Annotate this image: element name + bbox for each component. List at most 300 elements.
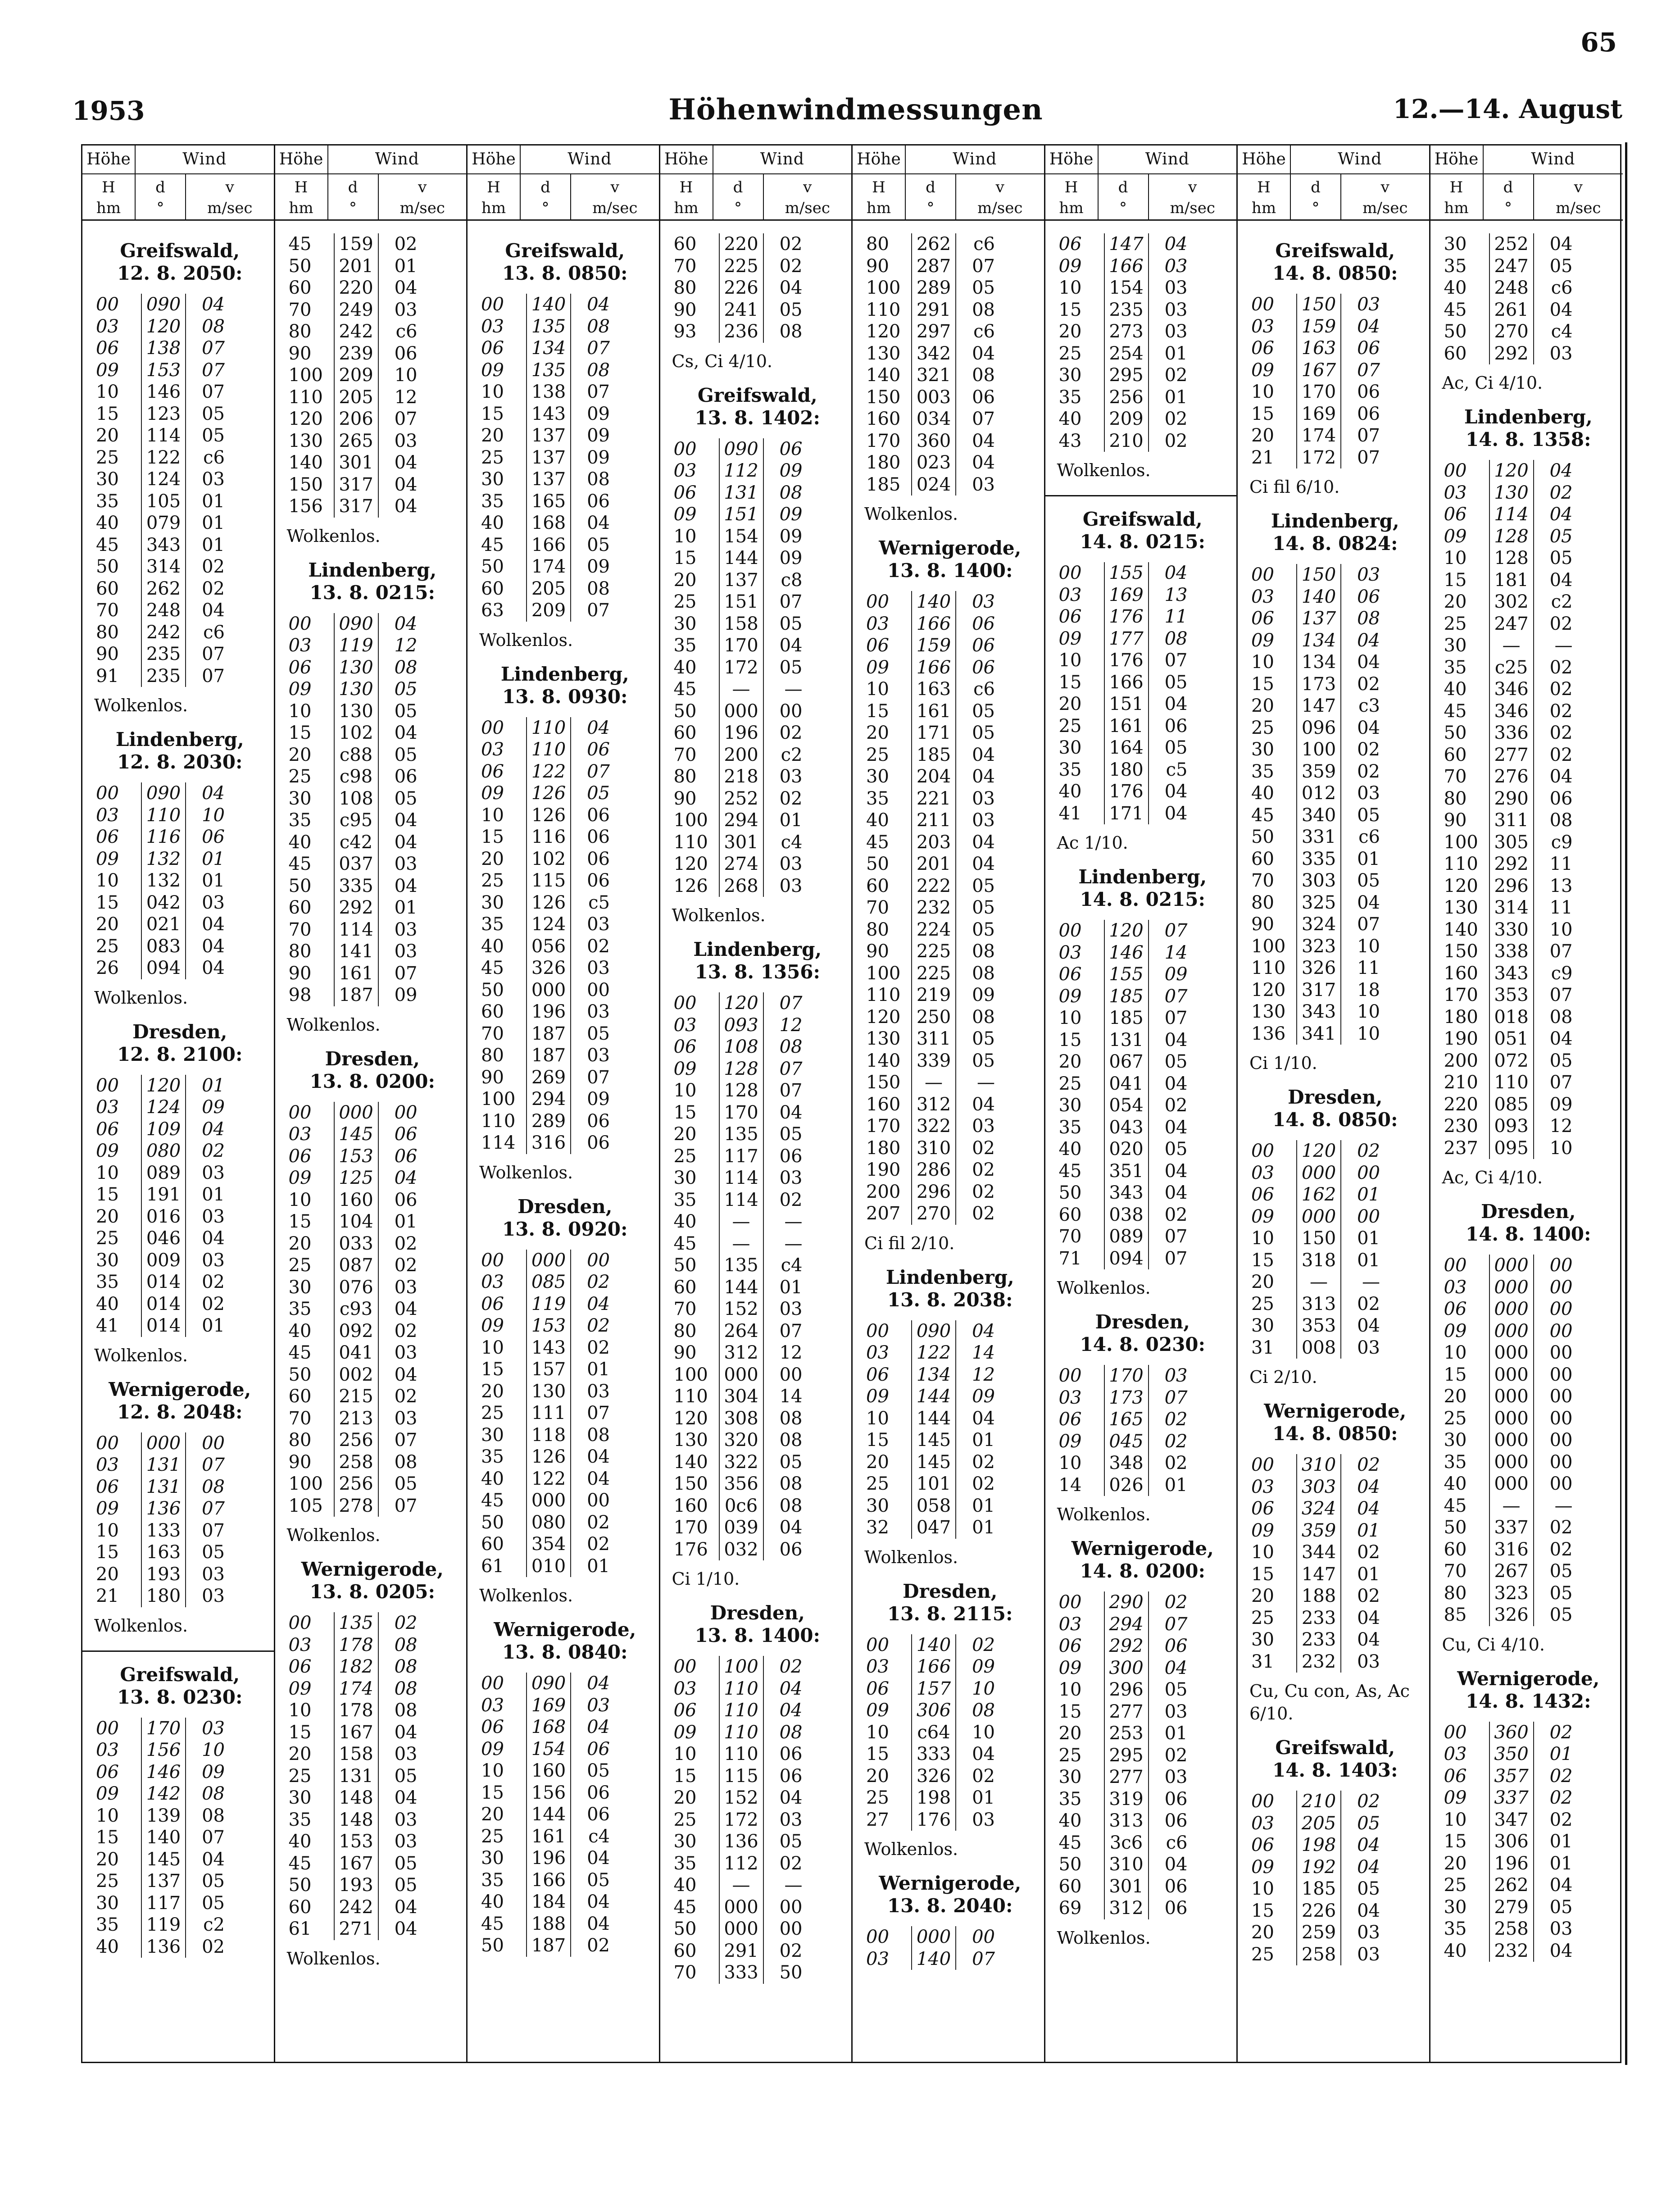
- speed-cell: 08: [972, 365, 995, 386]
- speed-cell: 02: [779, 1940, 803, 1961]
- height-cell: 25: [481, 447, 504, 468]
- block-separator: [1045, 495, 1237, 496]
- speed-cell: 08: [587, 359, 610, 381]
- height-cell: 70: [866, 897, 889, 918]
- height-cell: 15: [1251, 403, 1274, 424]
- table-row: [479, 870, 651, 892]
- direction-cell: 153: [141, 359, 186, 382]
- height-cell: 00: [866, 1634, 889, 1655]
- height-cell: 06: [1058, 606, 1082, 627]
- speed-cell: 01: [394, 255, 418, 277]
- direction-cell: 181: [1489, 569, 1534, 591]
- station-name: Lindenberg,: [308, 559, 437, 581]
- table-row: [287, 1809, 459, 1831]
- height-cell: 15: [1251, 1900, 1274, 1921]
- height-cell: 50: [673, 700, 697, 722]
- direction-cell: 168: [526, 512, 571, 534]
- table-row: [479, 1337, 651, 1359]
- speed-cell: 00: [1549, 1408, 1573, 1429]
- cloud-note: Ci 1/10.: [672, 1569, 740, 1589]
- table-row: [1057, 1701, 1229, 1723]
- direction-cell: 333: [719, 1962, 764, 1984]
- height-cell: 60: [1251, 848, 1274, 869]
- direction-cell: 209: [526, 600, 571, 622]
- height-cell: 80: [481, 1045, 504, 1066]
- height-cell: 10: [288, 700, 312, 722]
- column-subheader: [660, 174, 852, 221]
- height-cell: 35: [481, 491, 504, 512]
- header-v-label: v: [418, 178, 427, 196]
- height-cell: 90: [1444, 810, 1467, 831]
- direction-cell: 159: [334, 233, 379, 255]
- speed-cell: 05: [1549, 1605, 1573, 1625]
- direction-cell: 354: [526, 1533, 571, 1555]
- height-cell: 40: [288, 1831, 312, 1852]
- station-name: Lindenberg,: [115, 728, 244, 750]
- height-cell: 06: [1058, 234, 1082, 255]
- speed-cell: 08: [779, 1408, 803, 1429]
- direction-cell: 140: [526, 294, 571, 316]
- header-d: [328, 174, 379, 219]
- cloud-note: Wolkenlos.: [864, 504, 958, 524]
- table-row: [94, 1162, 266, 1184]
- speed-cell: 01: [1164, 386, 1188, 408]
- table-row: [1057, 1810, 1229, 1832]
- speed-cell: 09: [202, 1761, 225, 1782]
- speed-cell: 05: [202, 1871, 225, 1891]
- table-row: [672, 299, 844, 321]
- direction-cell: 141: [334, 941, 379, 963]
- speed-cell: 03: [394, 430, 418, 451]
- table-row: [864, 613, 1036, 635]
- speed-cell: 00: [1357, 1162, 1380, 1183]
- speed-cell: 02: [394, 1613, 418, 1633]
- height-cell: 90: [866, 941, 889, 962]
- height-cell: 200: [1444, 1050, 1478, 1071]
- speed-cell: 10: [394, 365, 418, 386]
- speed-cell: 03: [394, 1277, 418, 1298]
- header-d-label: d: [348, 178, 358, 196]
- height-cell: 15: [481, 1359, 504, 1380]
- table-row: [287, 1429, 459, 1451]
- height-cell: 45: [673, 679, 697, 700]
- direction-cell: 291: [911, 299, 956, 321]
- speed-cell: 07: [779, 1058, 803, 1079]
- table-row: [479, 381, 651, 403]
- station-time: 13. 8. 1400:: [695, 1624, 821, 1646]
- speed-cell: 04: [587, 1717, 610, 1737]
- height-cell: 03: [1251, 1813, 1274, 1834]
- cloud-note: Wolkenlos.: [1057, 460, 1151, 480]
- station-heading: [672, 938, 844, 983]
- station-time: 14. 8. 0850:: [1272, 262, 1398, 284]
- height-cell: 15: [866, 1744, 889, 1764]
- table-row: [479, 1782, 651, 1804]
- height-cell: 105: [288, 1495, 323, 1516]
- table-row: [479, 848, 651, 870]
- speed-cell: c3: [1358, 696, 1380, 716]
- height-cell: 50: [673, 1919, 697, 1939]
- height-cell: 180: [1444, 1006, 1478, 1028]
- header-h-label: H: [1449, 178, 1463, 196]
- height-cell: 70: [288, 1408, 312, 1429]
- height-cell: 25: [866, 744, 889, 765]
- station-time: 14. 8. 0850:: [1272, 1109, 1398, 1131]
- speed-cell: 01: [587, 1555, 610, 1577]
- height-cell: 30: [1058, 1095, 1082, 1116]
- table-row: [1249, 979, 1421, 1001]
- height-cell: 15: [1058, 299, 1082, 320]
- direction-cell: 137: [526, 468, 571, 491]
- table-row: [287, 700, 459, 723]
- table-row: [479, 1695, 651, 1717]
- speed-cell: 04: [1164, 1657, 1188, 1678]
- table-row: [287, 722, 459, 744]
- speed-cell: 07: [202, 359, 225, 381]
- height-cell: 09: [1444, 1320, 1467, 1341]
- block-separator: [82, 1650, 274, 1652]
- height-cell: 100: [673, 810, 708, 831]
- header-hm-unit: hm: [1251, 199, 1276, 217]
- direction-cell: 131: [719, 482, 764, 504]
- direction-cell: 165: [1104, 1409, 1149, 1431]
- height-cell: 03: [96, 1455, 119, 1475]
- height-cell: 30: [1251, 1629, 1274, 1650]
- direction-cell: 021: [141, 914, 186, 936]
- speed-cell: 11: [1549, 854, 1573, 874]
- direction-cell: 343: [1296, 1001, 1341, 1023]
- height-cell: 40: [96, 513, 119, 533]
- table-row: [94, 1228, 266, 1250]
- height-cell: 150: [1444, 941, 1478, 962]
- direction-cell: 225: [911, 941, 956, 963]
- column-body: [853, 221, 1044, 1970]
- direction-cell: 173: [1104, 1387, 1149, 1409]
- height-cell: 110: [866, 985, 901, 1005]
- station-heading: [94, 1021, 266, 1066]
- height-cell: 40: [96, 1936, 119, 1957]
- table-row: [1057, 299, 1229, 321]
- direction-cell: 337: [1489, 1787, 1534, 1809]
- direction-cell: 014: [141, 1293, 186, 1315]
- table-row: [672, 1656, 844, 1678]
- table-row: [1442, 1787, 1615, 1809]
- direction-cell: 114: [1489, 504, 1534, 526]
- table-row: [94, 914, 266, 936]
- header-hm-unit: hm: [96, 199, 121, 217]
- speed-cell: 01: [202, 870, 225, 891]
- height-cell: 40: [1058, 781, 1082, 802]
- height-cell: 30: [1251, 1315, 1274, 1336]
- direction-cell: 010: [526, 1555, 571, 1578]
- table-row: [1057, 1051, 1229, 1073]
- speed-cell: 05: [779, 1831, 803, 1852]
- station-name: Wernigerode,: [109, 1378, 251, 1400]
- table-row: [1249, 957, 1421, 979]
- direction-cell: 096: [1296, 717, 1341, 739]
- table-row: [672, 1080, 844, 1102]
- speed-cell: 02: [972, 1765, 995, 1787]
- table-row: [287, 1211, 459, 1233]
- height-cell: 180: [866, 452, 901, 473]
- speed-cell: 07: [1549, 985, 1573, 1005]
- cloud-note: Ci fil 2/10.: [864, 1233, 955, 1253]
- direction-cell: 125: [334, 1167, 379, 1189]
- direction-cell: 248: [141, 600, 186, 622]
- table-row: [864, 635, 1036, 657]
- table-row: [1057, 803, 1229, 825]
- table-row: [479, 1869, 651, 1891]
- speed-cell: 01: [972, 1787, 995, 1808]
- height-cell: 03: [866, 1656, 889, 1677]
- station-name: Lindenberg,: [885, 1266, 1014, 1288]
- speed-cell: 04: [587, 1913, 610, 1934]
- height-cell: 100: [288, 1473, 323, 1494]
- table-row: [672, 1429, 844, 1451]
- height-cell: 110: [673, 832, 708, 853]
- table-row: [287, 1320, 459, 1342]
- station-time: 12. 8. 2048:: [117, 1400, 243, 1423]
- height-cell: 176: [673, 1539, 708, 1560]
- table-row: [672, 1495, 844, 1517]
- height-cell: 10: [96, 870, 119, 891]
- table-row: [1442, 1874, 1615, 1896]
- direction-cell: 117: [141, 1892, 186, 1914]
- direction-cell: 185: [1104, 1007, 1149, 1029]
- table-row: [1249, 381, 1421, 403]
- direction-cell: 264: [719, 1320, 764, 1342]
- height-cell: 00: [673, 438, 697, 459]
- height-cell: 25: [866, 1473, 889, 1494]
- speed-cell: 02: [972, 1137, 995, 1159]
- table-row: [1057, 942, 1229, 964]
- direction-cell: 153: [526, 1315, 571, 1337]
- height-cell: 03: [866, 1948, 889, 1969]
- speed-cell: 05: [779, 1451, 803, 1473]
- table-row: [1442, 321, 1615, 343]
- table-row: [1057, 737, 1229, 759]
- table-row: [94, 870, 266, 892]
- direction-cell: 226: [719, 277, 764, 299]
- table-row: [287, 963, 459, 985]
- height-cell: 70: [288, 299, 312, 320]
- direction-cell: 163: [1296, 337, 1341, 359]
- direction-cell: 168: [526, 1716, 571, 1738]
- height-cell: 35: [1251, 761, 1274, 782]
- speed-cell: 01: [202, 513, 225, 533]
- speed-cell: 04: [1164, 1073, 1188, 1094]
- speed-cell: 07: [587, 1067, 610, 1088]
- height-cell: 20: [1444, 1386, 1467, 1407]
- speed-cell: 04: [1357, 1629, 1380, 1650]
- table-row: [1249, 1541, 1421, 1564]
- speed-cell: 05: [1549, 1561, 1573, 1582]
- height-cell: 60: [1444, 1539, 1467, 1560]
- table-row: [1057, 1409, 1229, 1431]
- table-row: [864, 875, 1036, 897]
- direction-cell: 151: [1104, 693, 1149, 715]
- speed-cell: 09: [587, 556, 610, 577]
- direction-cell: 164: [1104, 737, 1149, 759]
- height-cell: 00: [1058, 563, 1082, 583]
- height-cell: 06: [673, 482, 697, 503]
- height-cell: 03: [1058, 1387, 1082, 1408]
- table-row: [1249, 1878, 1421, 1900]
- speed-cell: 07: [972, 409, 995, 429]
- height-cell: 25: [1444, 1408, 1467, 1429]
- header-v: [1341, 174, 1429, 219]
- station-time: 14. 8. 1403:: [1272, 1759, 1398, 1781]
- table-row: [94, 1849, 266, 1871]
- height-cell: 60: [1058, 1204, 1082, 1225]
- direction-cell: 256: [334, 1473, 379, 1495]
- header-h-label: H: [872, 178, 885, 196]
- table-row: [864, 277, 1036, 299]
- direction-cell: 155: [1104, 562, 1149, 584]
- speed-cell: 06: [1164, 1788, 1188, 1810]
- table-row: [287, 1612, 459, 1634]
- height-cell: 09: [1251, 1520, 1274, 1541]
- height-cell: 20: [1251, 1922, 1274, 1943]
- table-row: [672, 1918, 844, 1940]
- height-cell: 00: [1251, 564, 1274, 585]
- table-row: [672, 1700, 844, 1722]
- table-row: [864, 722, 1036, 744]
- table-row: [1057, 1095, 1229, 1117]
- table-row: [94, 1805, 266, 1827]
- header-d-label: d: [155, 178, 165, 196]
- height-cell: 25: [288, 766, 312, 787]
- direction-cell: —: [1489, 1495, 1534, 1517]
- table-row: [1057, 1657, 1229, 1679]
- direction-cell: 166: [526, 1869, 571, 1891]
- speed-cell: 02: [202, 1272, 225, 1292]
- table-row: [672, 1408, 844, 1430]
- speed-cell: 09: [587, 1089, 610, 1109]
- direction-cell: 270: [911, 1203, 956, 1225]
- direction-cell: 134: [911, 1364, 956, 1386]
- height-cell: 06: [866, 635, 889, 656]
- height-cell: 91: [96, 665, 119, 687]
- height-cell: 03: [673, 1678, 697, 1699]
- height-cell: 00: [1058, 920, 1082, 941]
- height-cell: 25: [96, 1228, 119, 1249]
- table-row: [672, 1014, 844, 1037]
- height-cell: 20: [866, 723, 889, 743]
- speed-cell: 02: [779, 1656, 803, 1677]
- speed-cell: 02: [1164, 1431, 1188, 1452]
- height-cell: 170: [866, 430, 901, 451]
- header-wind: Wind: [568, 150, 612, 168]
- speed-cell: 18: [1357, 979, 1380, 1000]
- table-row: [672, 1189, 844, 1211]
- height-cell: 43: [1058, 430, 1082, 451]
- table-row: [1442, 591, 1615, 613]
- speed-cell: 07: [394, 409, 418, 429]
- height-cell: 70: [673, 255, 697, 277]
- station-name: Greifswald,: [697, 384, 817, 406]
- speed-cell: 03: [779, 766, 803, 787]
- table-row: [1442, 1386, 1615, 1408]
- speed-cell: 05: [394, 700, 418, 722]
- direction-cell: —: [719, 678, 764, 700]
- table-row: [94, 425, 266, 447]
- height-cell: 160: [1444, 963, 1478, 984]
- speed-cell: 04: [972, 1320, 995, 1341]
- table-row: [1442, 1277, 1615, 1299]
- table-row: [479, 936, 651, 958]
- cloud-note: Cu, Ci 4/10.: [1442, 1634, 1545, 1655]
- direction-cell: 326: [1296, 957, 1341, 979]
- height-cell: 06: [288, 1146, 312, 1167]
- direction-cell: 344: [1296, 1541, 1341, 1564]
- speed-cell: 04: [394, 496, 418, 517]
- height-cell: 15: [866, 700, 889, 722]
- table-row: [1442, 1896, 1615, 1919]
- table-row: [1442, 744, 1615, 766]
- table-row: [1442, 1604, 1615, 1626]
- speed-cell: 07: [587, 761, 610, 782]
- table-row: [479, 1490, 651, 1512]
- speed-cell: c6: [973, 679, 995, 700]
- direction-cell: 037: [334, 853, 379, 875]
- direction-cell: 221: [911, 788, 956, 810]
- table-row: [864, 1342, 1036, 1364]
- station-name: Wernigerode,: [1457, 1667, 1600, 1690]
- speed-cell: 04: [202, 600, 225, 621]
- speed-cell: 02: [1549, 657, 1573, 678]
- direction-cell: 138: [526, 381, 571, 403]
- height-cell: 00: [1058, 1592, 1082, 1613]
- direction-cell: 056: [526, 936, 571, 958]
- speed-cell: 04: [972, 832, 995, 853]
- height-cell: 00: [288, 613, 312, 634]
- direction-cell: 180: [1104, 759, 1149, 781]
- speed-cell: 02: [1164, 430, 1188, 451]
- height-cell: 10: [96, 1805, 119, 1826]
- height-cell: 03: [1444, 482, 1467, 503]
- height-cell: 25: [96, 1871, 119, 1891]
- column-body: [275, 221, 467, 1970]
- table-row: [672, 1473, 844, 1495]
- height-cell: 70: [288, 919, 312, 940]
- height-cell: 25: [1251, 1944, 1274, 1965]
- table-row: [287, 496, 459, 518]
- table-column: [1238, 145, 1430, 2062]
- table-row: [479, 1760, 651, 1782]
- direction-cell: 163: [911, 678, 956, 700]
- speed-cell: 06: [1357, 403, 1380, 424]
- speed-cell: 00: [202, 1432, 225, 1454]
- table-row: [479, 782, 651, 805]
- speed-cell: 06: [1164, 1898, 1188, 1919]
- height-cell: 80: [96, 622, 119, 643]
- table-row: [287, 875, 459, 897]
- station-name: Dresden,: [1095, 1311, 1190, 1333]
- header-v: [956, 174, 1044, 219]
- header-hoehe: Höhe: [660, 145, 713, 173]
- direction-cell: 000: [1489, 1429, 1534, 1451]
- station-heading: [672, 1602, 844, 1647]
- height-cell: 190: [1444, 1028, 1478, 1049]
- speed-cell: 05: [587, 783, 610, 804]
- height-cell: 35: [673, 635, 697, 656]
- height-cell: 30: [481, 1848, 504, 1869]
- direction-cell: 144: [719, 1277, 764, 1299]
- height-cell: 10: [481, 1337, 504, 1358]
- station-heading: [1249, 1086, 1421, 1131]
- height-cell: 00: [866, 1927, 889, 1947]
